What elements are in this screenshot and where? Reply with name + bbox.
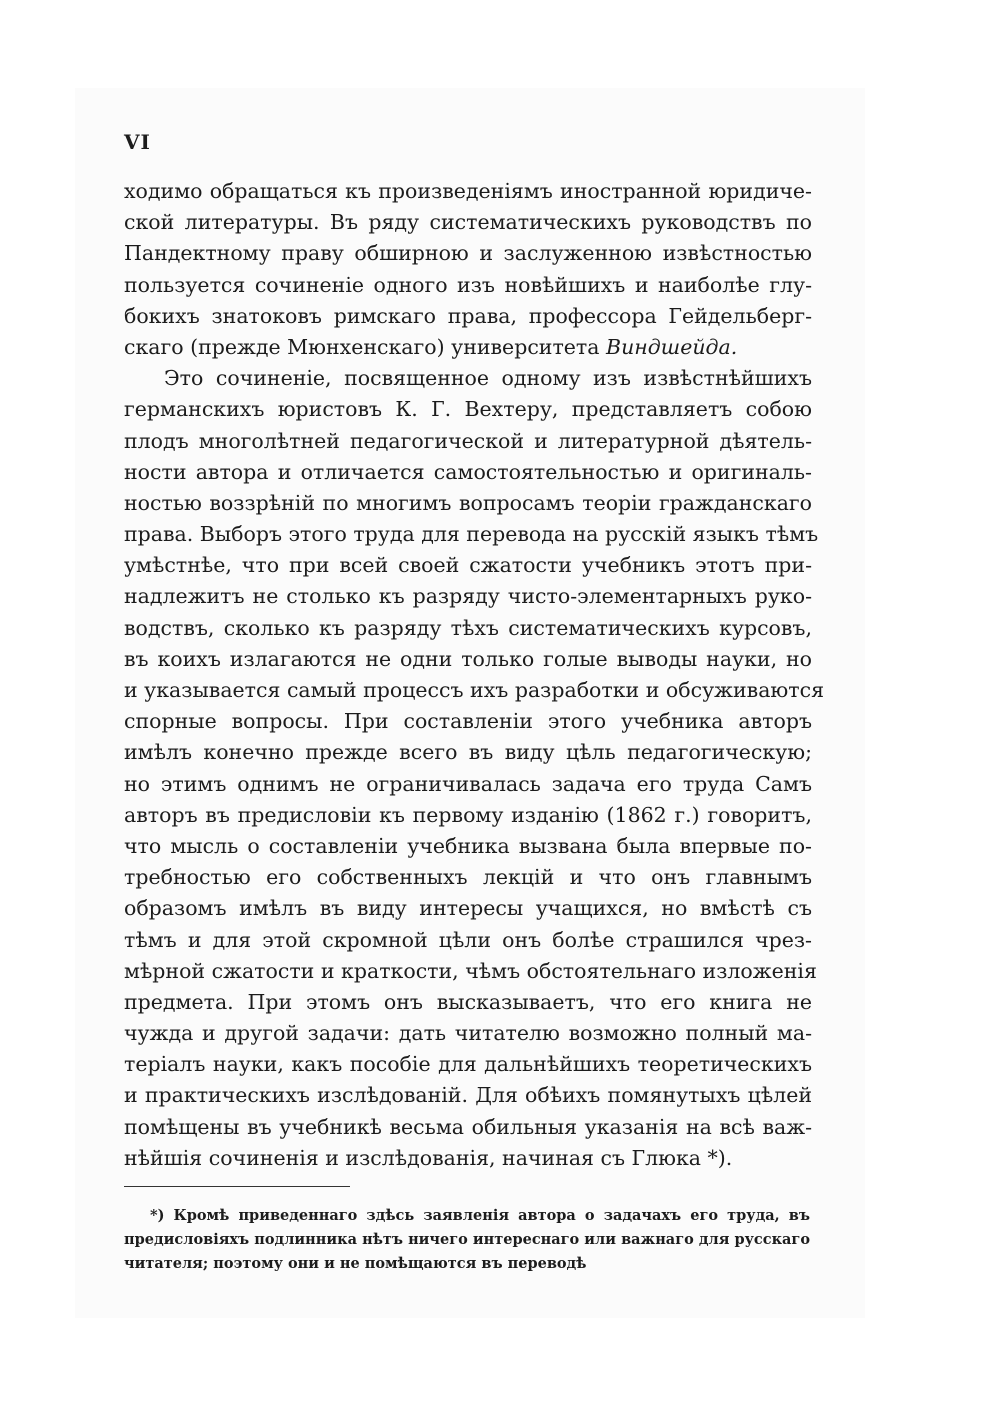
text-line: надлежитъ не столько къ разряду чисто-элементарныхъ руко-: [124, 584, 812, 609]
text-line: образомъ имѣлъ въ виду интересы учащихся, но вмѣстѣ съ: [124, 896, 812, 921]
text-line: мѣрной сжатости и краткости, чѣмъ обстоятельнаго изложенія: [124, 958, 817, 983]
footnote-line: читателя; поэтому они и не помѣщаются въ переводѣ: [124, 1255, 587, 1272]
text-line: ской литературы. Въ ряду систематическихъ руководствъ по: [124, 210, 812, 235]
text-line: въ коихъ излагаются не одни только голые выводы науки, но: [124, 646, 812, 671]
text-line: ностью воззрѣній по многимъ вопросамъ теоріи гражданскаго: [124, 490, 812, 515]
page-number: VI: [124, 130, 151, 154]
text-line: нѣйшія сочиненія и изслѣдованія, начиная съ Глюка *).: [124, 1145, 733, 1170]
text-line: авторъ въ предисловіи къ первому изданію (1862 г.) говоритъ,: [124, 802, 812, 827]
text-line: водствъ, сколько къ разряду тѣхъ систематическихъ курсовъ,: [124, 615, 812, 640]
text-line: тѣмъ и для этой скромной цѣли онъ болѣе страшился чрез-: [124, 927, 812, 952]
text-line: имѣлъ конечно прежде всего въ виду цѣль педагогическую;: [124, 740, 812, 765]
text-line: плодъ многолѣтней педагогической и литературной дѣятель-: [124, 428, 812, 453]
author-name-italic: Виндшейда.: [606, 334, 738, 359]
footnote: [124, 1204, 810, 1276]
text-line: но этимъ однимъ не ограничивалась задача его труда Самъ: [124, 771, 812, 796]
text-line: ходимо обращаться къ произведеніямъ иностранной юридиче-: [124, 179, 812, 203]
text-line: пользуется сочиненіе одного изъ новѣйшихъ и наиболѣе глу-: [124, 272, 812, 297]
footnote-line: предисловіяхъ подлинника нѣтъ ничего интереснаго или важнаго для русскаго: [124, 1231, 810, 1248]
text-line: что мысль о составленіи учебника вызвана была впервые по-: [124, 833, 812, 858]
text-line-content: скаго (прежде Мюнхенскаго) университета: [124, 334, 600, 359]
footnote-divider: [124, 1186, 350, 1187]
text-line: права. Выборъ этого труда для перевода на русскій языкъ тѣмъ: [124, 522, 819, 547]
text-line: спорные вопросы. При составленіи этого учебника авторъ: [124, 709, 812, 734]
text-line: чужда и другой задачи: дать читателю возможно полный ма-: [124, 1021, 812, 1046]
text-line: и указывается самый процессъ ихъ разработки и обсуживаются: [124, 678, 825, 702]
text-line: Пандектному праву обширною и заслуженною извѣстностью: [124, 241, 812, 266]
text-line: и практическихъ изслѣдованій. Для обѣихъ помянутыхъ цѣлей: [124, 1083, 812, 1108]
text-line: требностью его собственныхъ лекцій и что онъ главнымъ: [124, 865, 812, 890]
footnote-line: *) Кромѣ приведеннаго здѣсь заявленія автора о задачахъ его труда, въ: [150, 1207, 810, 1224]
text-line: предмета. При этомъ онъ высказываетъ, что его книга не: [124, 989, 812, 1014]
text-line: германскихъ юристовъ К. Г. Вехтеру, представляетъ собою: [124, 397, 812, 422]
body-text: [124, 176, 825, 1174]
text-line: ности автора и отличается самостоятельностью и оригиналь-: [124, 459, 812, 484]
text-line: бокихъ знатоковъ римскаго права, профессора Гейдельберг-: [124, 303, 812, 328]
text-line: помѣщены въ учебникѣ весьма обильныя указанія на всѣ важ-: [124, 1114, 812, 1139]
text-line: теріалъ науки, какъ пособіе для дальнѣйшихъ теоретическихъ: [124, 1052, 812, 1077]
paragraph-start-line: Это сочиненіе, посвященное одному изъ извѣстнѣйшихъ: [164, 366, 812, 391]
text-line: [124, 332, 812, 363]
text-line: умѣстнѣе, что при всей своей сжатости учебникъ этотъ при-: [124, 553, 812, 578]
